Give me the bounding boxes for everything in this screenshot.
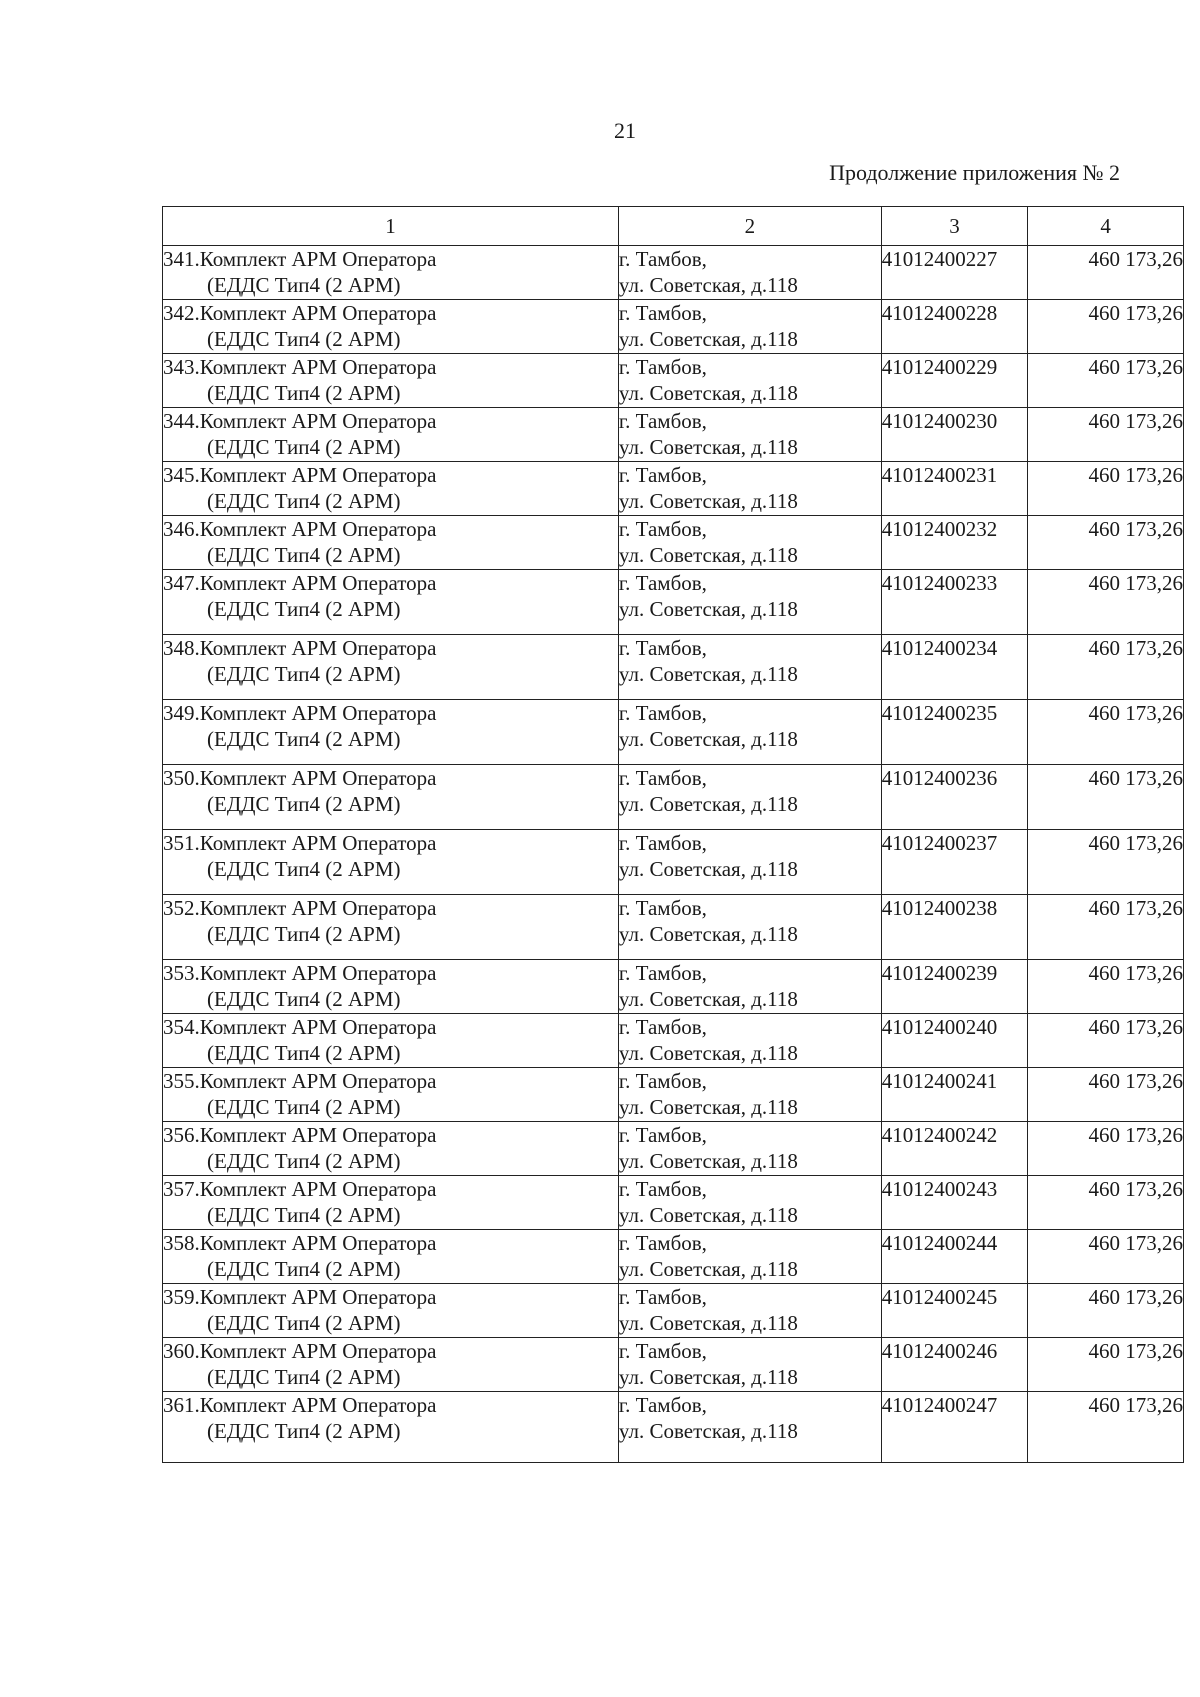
address-city: г. Тамбов, xyxy=(618,517,707,541)
cost-cell: 460 173,26 xyxy=(1028,516,1184,570)
inventory-number-cell: 41012400235 xyxy=(881,700,1028,765)
item-type: (ЕДДС Тип4 (2 АРМ) xyxy=(207,435,401,459)
cost-cell: 460 173,26 xyxy=(1028,1338,1184,1392)
address-city: г. Тамбов, xyxy=(618,1339,707,1363)
item-number: 353. xyxy=(163,961,200,985)
cost-cell: 460 173,26 xyxy=(1028,462,1184,516)
address-street: ул. Советская, д.118 xyxy=(618,381,798,405)
item-number: 344. xyxy=(163,409,200,433)
item-name: Комплект АРМ Оператора xyxy=(199,571,437,595)
address-cell xyxy=(618,1014,881,1068)
item-name: Комплект АРМ Оператора xyxy=(199,517,437,541)
table-body xyxy=(163,246,1184,1463)
inventory-number-cell: 41012400246 xyxy=(881,1338,1028,1392)
address-cell xyxy=(618,300,881,354)
table-row xyxy=(163,960,1184,1014)
table-row xyxy=(163,516,1184,570)
item-type: (ЕДДС Тип4 (2 АРМ) xyxy=(207,381,401,405)
inventory-number-cell: 41012400244 xyxy=(881,1230,1028,1284)
item-number: 349. xyxy=(163,701,200,725)
item-name-cell xyxy=(163,1068,619,1122)
item-name: Комплект АРМ Оператора xyxy=(199,701,437,725)
cost-cell: 460 173,26 xyxy=(1028,1392,1184,1463)
address-cell xyxy=(618,1122,881,1176)
item-type: (ЕДДС Тип4 (2 АРМ) xyxy=(207,987,401,1011)
item-type: (ЕДДС Тип4 (2 АРМ) xyxy=(207,1149,401,1173)
item-name-cell xyxy=(163,700,619,765)
table-row xyxy=(163,765,1184,830)
item-number: 359. xyxy=(163,1285,200,1309)
address-street: ул. Советская, д.118 xyxy=(618,327,798,351)
item-name-cell xyxy=(163,830,619,895)
item-name: Комплект АРМ Оператора xyxy=(199,355,437,379)
inventory-number-cell: 41012400239 xyxy=(881,960,1028,1014)
item-number: 343. xyxy=(163,355,200,379)
address-cell xyxy=(618,246,881,300)
address-street: ул. Советская, д.118 xyxy=(618,273,798,297)
item-name-cell xyxy=(163,462,619,516)
address-cell xyxy=(618,516,881,570)
table-row xyxy=(163,1338,1184,1392)
cost-cell: 460 173,26 xyxy=(1028,246,1184,300)
address-street: ул. Советская, д.118 xyxy=(618,435,798,459)
item-number: 357. xyxy=(163,1177,200,1201)
address-street: ул. Советская, д.118 xyxy=(618,1365,798,1389)
address-street: ул. Советская, д.118 xyxy=(618,922,798,946)
item-name: Комплект АРМ Оператора xyxy=(199,1123,437,1147)
table-row xyxy=(163,1230,1184,1284)
cost-cell: 460 173,26 xyxy=(1028,300,1184,354)
address-cell xyxy=(618,462,881,516)
address-city: г. Тамбов, xyxy=(618,1123,707,1147)
address-city: г. Тамбов, xyxy=(618,1015,707,1039)
column-header: 3 xyxy=(881,207,1028,246)
item-type: (ЕДДС Тип4 (2 АРМ) xyxy=(207,857,401,881)
address-cell xyxy=(618,700,881,765)
inventory-number-cell: 41012400228 xyxy=(881,300,1028,354)
item-name-cell xyxy=(163,960,619,1014)
item-type: (ЕДДС Тип4 (2 АРМ) xyxy=(207,273,401,297)
address-cell xyxy=(618,960,881,1014)
table-row xyxy=(163,1284,1184,1338)
inventory-number-cell: 41012400236 xyxy=(881,765,1028,830)
cost-cell: 460 173,26 xyxy=(1028,1014,1184,1068)
address-city: г. Тамбов, xyxy=(618,1069,707,1093)
cost-cell: 460 173,26 xyxy=(1028,1230,1184,1284)
item-name-cell xyxy=(163,635,619,700)
item-name-cell xyxy=(163,1284,619,1338)
item-number: 348. xyxy=(163,636,200,660)
address-street: ул. Советская, д.118 xyxy=(618,727,798,751)
item-number: 345. xyxy=(163,463,200,487)
cost-cell: 460 173,26 xyxy=(1028,1176,1184,1230)
item-type: (ЕДДС Тип4 (2 АРМ) xyxy=(207,1041,401,1065)
cost-cell: 460 173,26 xyxy=(1028,830,1184,895)
table-row xyxy=(163,246,1184,300)
address-cell xyxy=(618,1338,881,1392)
address-city: г. Тамбов, xyxy=(618,571,707,595)
table-row xyxy=(163,1122,1184,1176)
address-street: ул. Советская, д.118 xyxy=(618,1311,798,1335)
address-cell xyxy=(618,1284,881,1338)
table-row xyxy=(163,570,1184,635)
column-header: 4 xyxy=(1028,207,1184,246)
item-name: Комплект АРМ Оператора xyxy=(199,1231,437,1255)
address-street: ул. Советская, д.118 xyxy=(618,662,798,686)
table-header-row xyxy=(163,207,1184,246)
item-name: Комплект АРМ Оператора xyxy=(199,766,437,790)
inventory-number-cell: 41012400229 xyxy=(881,354,1028,408)
table-row xyxy=(163,700,1184,765)
address-street: ул. Советская, д.118 xyxy=(618,857,798,881)
address-cell xyxy=(618,1392,881,1463)
address-city: г. Тамбов, xyxy=(618,1177,707,1201)
column-header: 2 xyxy=(618,207,881,246)
item-number: 352. xyxy=(163,896,200,920)
table-row xyxy=(163,1176,1184,1230)
item-type: (ЕДДС Тип4 (2 АРМ) xyxy=(207,662,401,686)
item-name: Комплект АРМ Оператора xyxy=(199,463,437,487)
item-name-cell xyxy=(163,1176,619,1230)
inventory-number-cell: 41012400243 xyxy=(881,1176,1028,1230)
address-city: г. Тамбов, xyxy=(618,766,707,790)
item-name-cell xyxy=(163,354,619,408)
table-row xyxy=(163,1392,1184,1463)
item-name: Комплект АРМ Оператора xyxy=(199,1285,437,1309)
page-number: 21 xyxy=(614,118,636,143)
address-city: г. Тамбов, xyxy=(618,1393,707,1417)
item-name-cell xyxy=(163,1014,619,1068)
address-cell xyxy=(618,765,881,830)
item-name: Комплект АРМ Оператора xyxy=(199,1339,437,1363)
item-type: (ЕДДС Тип4 (2 АРМ) xyxy=(207,1095,401,1119)
address-street: ул. Советская, д.118 xyxy=(618,792,798,816)
address-cell xyxy=(618,635,881,700)
cost-cell: 460 173,26 xyxy=(1028,1122,1184,1176)
address-city: г. Тамбов, xyxy=(618,301,707,325)
cost-cell: 460 173,26 xyxy=(1028,765,1184,830)
item-type: (ЕДДС Тип4 (2 АРМ) xyxy=(207,727,401,751)
inventory-number-cell: 41012400233 xyxy=(881,570,1028,635)
address-cell xyxy=(618,1230,881,1284)
item-name: Комплект АРМ Оператора xyxy=(199,247,437,271)
cost-cell: 460 173,26 xyxy=(1028,700,1184,765)
item-type: (ЕДДС Тип4 (2 АРМ) xyxy=(207,1419,401,1443)
item-type: (ЕДДС Тип4 (2 АРМ) xyxy=(207,543,401,567)
appendix-continuation-title: Продолжение приложения № 2 xyxy=(829,160,1120,185)
inventory-number-cell: 41012400234 xyxy=(881,635,1028,700)
item-number: 361. xyxy=(163,1393,200,1417)
address-cell xyxy=(618,895,881,960)
item-name: Комплект АРМ Оператора xyxy=(199,301,437,325)
inventory-number-cell: 41012400230 xyxy=(881,408,1028,462)
item-name: Комплект АРМ Оператора xyxy=(199,1393,437,1417)
table-row xyxy=(163,1068,1184,1122)
inventory-number-cell: 41012400240 xyxy=(881,1014,1028,1068)
item-number: 351. xyxy=(163,831,200,855)
inventory-number-cell: 41012400231 xyxy=(881,462,1028,516)
item-name-cell xyxy=(163,1392,619,1463)
cost-cell: 460 173,26 xyxy=(1028,635,1184,700)
item-number: 342. xyxy=(163,301,200,325)
address-cell xyxy=(618,408,881,462)
item-type: (ЕДДС Тип4 (2 АРМ) xyxy=(207,1311,401,1335)
item-name-cell xyxy=(163,246,619,300)
item-name-cell xyxy=(163,895,619,960)
item-type: (ЕДДС Тип4 (2 АРМ) xyxy=(207,1203,401,1227)
item-name: Комплект АРМ Оператора xyxy=(199,896,437,920)
table-row xyxy=(163,354,1184,408)
item-name-cell xyxy=(163,765,619,830)
cost-cell: 460 173,26 xyxy=(1028,354,1184,408)
cost-cell: 460 173,26 xyxy=(1028,895,1184,960)
address-cell xyxy=(618,354,881,408)
table-row xyxy=(163,635,1184,700)
inventory-number-cell: 41012400241 xyxy=(881,1068,1028,1122)
inventory-number-cell: 41012400247 xyxy=(881,1392,1028,1463)
item-name-cell xyxy=(163,1230,619,1284)
asset-table xyxy=(162,206,1184,1463)
table-row xyxy=(163,300,1184,354)
table-row xyxy=(163,408,1184,462)
address-city: г. Тамбов, xyxy=(618,1285,707,1309)
address-city: г. Тамбов, xyxy=(618,1231,707,1255)
item-type: (ЕДДС Тип4 (2 АРМ) xyxy=(207,1365,401,1389)
item-name: Комплект АРМ Оператора xyxy=(199,831,437,855)
address-cell xyxy=(618,1068,881,1122)
cost-cell: 460 173,26 xyxy=(1028,1068,1184,1122)
address-street: ул. Советская, д.118 xyxy=(618,1149,798,1173)
item-number: 360. xyxy=(163,1339,200,1363)
item-name: Комплект АРМ Оператора xyxy=(199,1069,437,1093)
item-number: 358. xyxy=(163,1231,200,1255)
address-cell xyxy=(618,1176,881,1230)
address-street: ул. Советская, д.118 xyxy=(618,1041,798,1065)
address-street: ул. Советская, д.118 xyxy=(618,1203,798,1227)
address-street: ул. Советская, д.118 xyxy=(618,987,798,1011)
item-number: 356. xyxy=(163,1123,200,1147)
inventory-number-cell: 41012400245 xyxy=(881,1284,1028,1338)
item-type: (ЕДДС Тип4 (2 АРМ) xyxy=(207,327,401,351)
item-type: (ЕДДС Тип4 (2 АРМ) xyxy=(207,922,401,946)
address-city: г. Тамбов, xyxy=(618,247,707,271)
address-city: г. Тамбов, xyxy=(618,463,707,487)
item-name-cell xyxy=(163,1338,619,1392)
item-name-cell xyxy=(163,408,619,462)
item-type: (ЕДДС Тип4 (2 АРМ) xyxy=(207,1257,401,1281)
address-street: ул. Советская, д.118 xyxy=(618,489,798,513)
item-type: (ЕДДС Тип4 (2 АРМ) xyxy=(207,597,401,621)
item-name: Комплект АРМ Оператора xyxy=(199,636,437,660)
item-name: Комплект АРМ Оператора xyxy=(199,409,437,433)
item-name: Комплект АРМ Оператора xyxy=(199,1177,437,1201)
column-header: 1 xyxy=(163,207,619,246)
inventory-number-cell: 41012400242 xyxy=(881,1122,1028,1176)
item-number: 350. xyxy=(163,766,200,790)
table-row xyxy=(163,462,1184,516)
inventory-number-cell: 41012400238 xyxy=(881,895,1028,960)
item-name-cell xyxy=(163,1122,619,1176)
address-city: г. Тамбов, xyxy=(618,961,707,985)
item-name: Комплект АРМ Оператора xyxy=(199,961,437,985)
inventory-number-cell: 41012400227 xyxy=(881,246,1028,300)
cost-cell: 460 173,26 xyxy=(1028,960,1184,1014)
cost-cell: 460 173,26 xyxy=(1028,570,1184,635)
address-city: г. Тамбов, xyxy=(618,831,707,855)
item-number: 347. xyxy=(163,571,200,595)
address-street: ул. Советская, д.118 xyxy=(618,1257,798,1281)
item-number: 341. xyxy=(163,247,200,271)
item-number: 346. xyxy=(163,517,200,541)
item-name-cell xyxy=(163,516,619,570)
address-city: г. Тамбов, xyxy=(618,701,707,725)
address-street: ул. Советская, д.118 xyxy=(618,597,798,621)
address-street: ул. Советская, д.118 xyxy=(618,1095,798,1119)
item-name-cell xyxy=(163,570,619,635)
address-city: г. Тамбов, xyxy=(618,896,707,920)
item-type: (ЕДДС Тип4 (2 АРМ) xyxy=(207,792,401,816)
item-name-cell xyxy=(163,300,619,354)
address-street: ул. Советская, д.118 xyxy=(618,1419,798,1443)
address-cell xyxy=(618,570,881,635)
address-cell xyxy=(618,830,881,895)
inventory-number-cell: 41012400237 xyxy=(881,830,1028,895)
table-row xyxy=(163,830,1184,895)
address-city: г. Тамбов, xyxy=(618,409,707,433)
table-row xyxy=(163,1014,1184,1068)
cost-cell: 460 173,26 xyxy=(1028,1284,1184,1338)
table-row xyxy=(163,895,1184,960)
address-street: ул. Советская, д.118 xyxy=(618,543,798,567)
address-city: г. Тамбов, xyxy=(618,355,707,379)
item-name: Комплект АРМ Оператора xyxy=(199,1015,437,1039)
inventory-number-cell: 41012400232 xyxy=(881,516,1028,570)
item-type: (ЕДДС Тип4 (2 АРМ) xyxy=(207,489,401,513)
item-number: 355. xyxy=(163,1069,200,1093)
address-city: г. Тамбов, xyxy=(618,636,707,660)
cost-cell: 460 173,26 xyxy=(1028,408,1184,462)
item-number: 354. xyxy=(163,1015,200,1039)
